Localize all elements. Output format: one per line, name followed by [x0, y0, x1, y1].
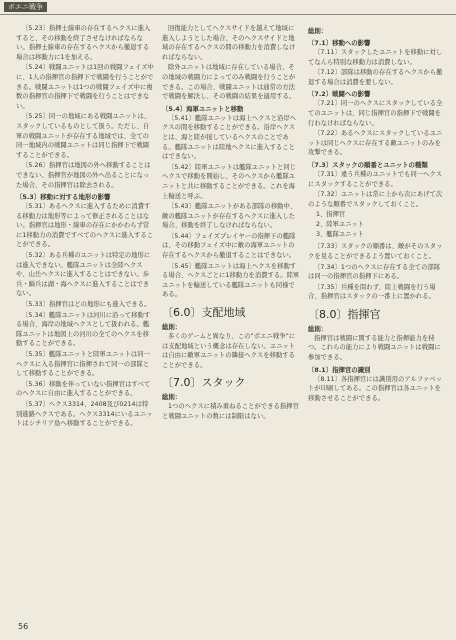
paragraph: 〔5.36〕移動を伴っていない指揮官はすべてのヘクスに自由に進入することができる。	[16, 380, 151, 398]
paragraph: 〔5.26〕指揮官は地図の外へ移動することはできない。指揮官が地図の外へ出ることになった場合、その指揮官は除去される。	[16, 162, 151, 189]
paragraph: 〔7.32〕ユニットは常に上から次にあげて次のような順番でスタックしておくこと。	[308, 191, 443, 208]
page-number: 56	[18, 622, 29, 631]
subsection-heading: 総則：	[308, 324, 328, 333]
paragraph: 〔7.11〕スタックしたユニットを移動に対してなんら特別な移動力は消費しない。	[308, 49, 443, 66]
paragraph: 〔7.35〕兵種を問わず、陸上戦闘を行う場合、指揮官はスタックの一番上に置かれる。	[308, 283, 436, 301]
paragraph: 〔7.31〕違う兵種のユニットでも同一ヘクスにスタックすることができる。	[308, 170, 443, 188]
paragraph: 〔5.32〕ある兵種のユニットは特定の地形には進入できない。艦隊ユニットは全陸ヘクスや、山岳ヘクスに進入することはできない。歩兵・騎兵は湖・海ヘクスに進入することはできない。	[16, 252, 151, 298]
paragraph: 〔5.31〕あるヘクスに進入するために消費する移動力は地形等によって修正されることはない。指揮官は地形・線車の存在にかかわらず常に1移動力の消費ですべてのヘクスに進入することができる。	[16, 203, 154, 249]
text-columns	[16, 24, 446, 614]
paragraph: 〔5.34〕艦隊ユニットは河川に沿って移動する場合、海岸の地域ヘクスとして扱われる。艦隊ユニットは地図上の河川の全てのヘクスを移動することができる。	[16, 311, 151, 348]
header-tag: ボエニ戦争	[4, 2, 47, 12]
paragraph: 多くのゲームと異なり、この“ボエニ戦争”には支配地域という概念は存在しない。ユニットは自由に敵軍ユニットの隣接ヘクスを移動することができる。	[162, 333, 296, 369]
subsection-heading: 総則：	[162, 323, 182, 332]
paragraph: 〔5.35〕艦隊ユニットと陸軍ユニットは同一ヘクスに入る指揮官に指揮されて同一の部隊として移動することができる。	[16, 351, 150, 378]
paragraph: 〔5.37〕ヘクス3314、2408及び0214は特別進路ヘクスである。ヘクス3314にいるユニットはシチリア島へ移動することができる。	[16, 400, 153, 428]
section-heading: 〔8.0〕指揮官	[308, 307, 381, 321]
paragraph: 〔7.21〕同一のヘクスにスタックしている全てのユニットは、同じ指揮官の指揮下で戦闘を行わなければならない。	[308, 100, 443, 127]
paragraph: 1つのヘクスに積み重ねることができる指揮官と戦闘ユニットの数には制限はない。	[162, 403, 299, 420]
paragraph: 〔5.33〕指揮官はどの地形にも進入できる。	[22, 301, 151, 309]
column-3	[308, 24, 446, 614]
paragraph: 〔5.41〕艦隊ユニットは海上ヘクスと沿岸ヘクスの間を移動することができる。沿岸ヘクスとは、海と陸が接しているヘクスのことである。艦隊ユニットは陸地ヘクスに進入することはできない。	[162, 114, 297, 161]
numbered-list	[316, 210, 446, 240]
list-item: 3、艦隊ユニット	[316, 231, 364, 239]
paragraph: 〔5.24〕戦闘ユニットは1回の戦闘フェイズ中に、1人の指揮官の指揮下で戦闘を行うことができる。戦闘ユニットは1つの戦闘フェイズ中に複数の指揮官の指揮下で戦闘を行うことはできない。	[16, 64, 154, 110]
paragraph: 回復能力としてヘクスサイドを越えて地域に進入しようとした場合、そのヘクスサイドと地域の存在するヘクスの間の移動力を消費しなければならない。	[162, 25, 296, 61]
paragraph: 除外ユニットは地域に存在している場合、その地域の戦闘力によってのみ戦闘を行うことができる。この場合、戦闘ユニットは通常の方法で戦闘を解決し、その戦闘の結果を適用する。	[162, 64, 296, 101]
subsection-heading: 総則：	[308, 27, 328, 35]
running-header	[0, 0, 456, 15]
paragraph: 指揮官は戦闘に関する能力と指揮能力を持つ。これらの能力により戦闘ユニットは戦闘に参加できる。	[308, 334, 441, 362]
paragraph: 〔5.44〕フェイズプレイヤーの指揮下の艦隊は、その移動フェイズ中に敵の海軍ユニットの存在するヘクスから撤退することはできない。	[162, 232, 296, 260]
paragraph: 〔5.45〕艦隊ユニットは海上ヘクスを移動する場合、ヘクスごとに1移動力を消費する。陸軍ユニットを輸送している艦隊ユニットも同様である。	[162, 262, 300, 299]
section-heading: 〔6.0〕支配地域	[162, 306, 246, 320]
subsection-heading: 〔7.2〕戦闘への影響	[308, 90, 371, 99]
section-heading: 〔7.0〕スタック	[162, 376, 246, 390]
paragraph: 〔5.42〕陸軍ユニットは艦隊ユニットと同じヘクスで移動を開始し、そのヘクスから艦隊ユニットと共に移動することができる。これを海上輸送と呼ぶ。	[162, 163, 296, 200]
paragraph: 〔7.33〕スタックの順番は、敵がそのスタックを見ることができるよう置いておくこと。	[308, 243, 443, 260]
subsection-heading: 〔7.1〕移動への影響	[308, 39, 371, 47]
subsection-heading: 〔8.1〕指揮官の識別	[308, 365, 371, 374]
subsection-heading: 〔7.3〕スタックの順番とユニットの種類	[308, 160, 428, 169]
paragraph: 〔8.11〕各指揮官には識別用のアルファベットが印刷してある。この指揮官は各ユニットを移動させることができる。	[308, 375, 443, 402]
subsection-heading: 総則：	[162, 393, 182, 402]
column-1	[16, 24, 154, 614]
list-item: 1、指揮官	[316, 211, 346, 219]
paragraph: 〔7.34〕1つのヘクスに存在する全ての部隊は同一の指揮官の指揮下にある。	[308, 263, 441, 281]
paragraph: 〔7.12〕部隊は移動の存在するヘクスから撤退する場合は消費を要しない。	[308, 69, 443, 86]
subsection-heading: 〔5.3〕移動に対する地形の影響	[16, 193, 111, 202]
subsection-heading: 〔5.4〕海軍ユニットと移動	[162, 104, 244, 113]
paragraph: 〔5.25〕同一の地域にある戦闘ユニットは、スタックしているものとして扱う。ただし、自軍の戦闘ユニットが存在する地域では、全ての同一地域内の戦闘ユニットは同じ指揮下で戦闘することができる。	[16, 113, 151, 159]
list-item: 2、陸軍ユニット	[316, 221, 364, 229]
paragraph: 〔7.22〕あるヘクスにスタックしているユニットは同じヘクスに存在する敵ユニットのみを攻撃できる。	[308, 130, 443, 157]
column-2	[162, 24, 300, 614]
paragraph: 〔5.23〕指揮士線車の存在するヘクスに進入すると、その移動を終了させなければならない。指揮士線車の存在するヘクスから撤退する場合は移動力に1を加える。	[16, 25, 151, 61]
paragraph: 〔5.43〕艦隊ユニットがある部隊の移動中、敵の艦隊ユニットが存在するヘクスに進入した場合、移動を終了しなければならない。	[162, 203, 297, 230]
